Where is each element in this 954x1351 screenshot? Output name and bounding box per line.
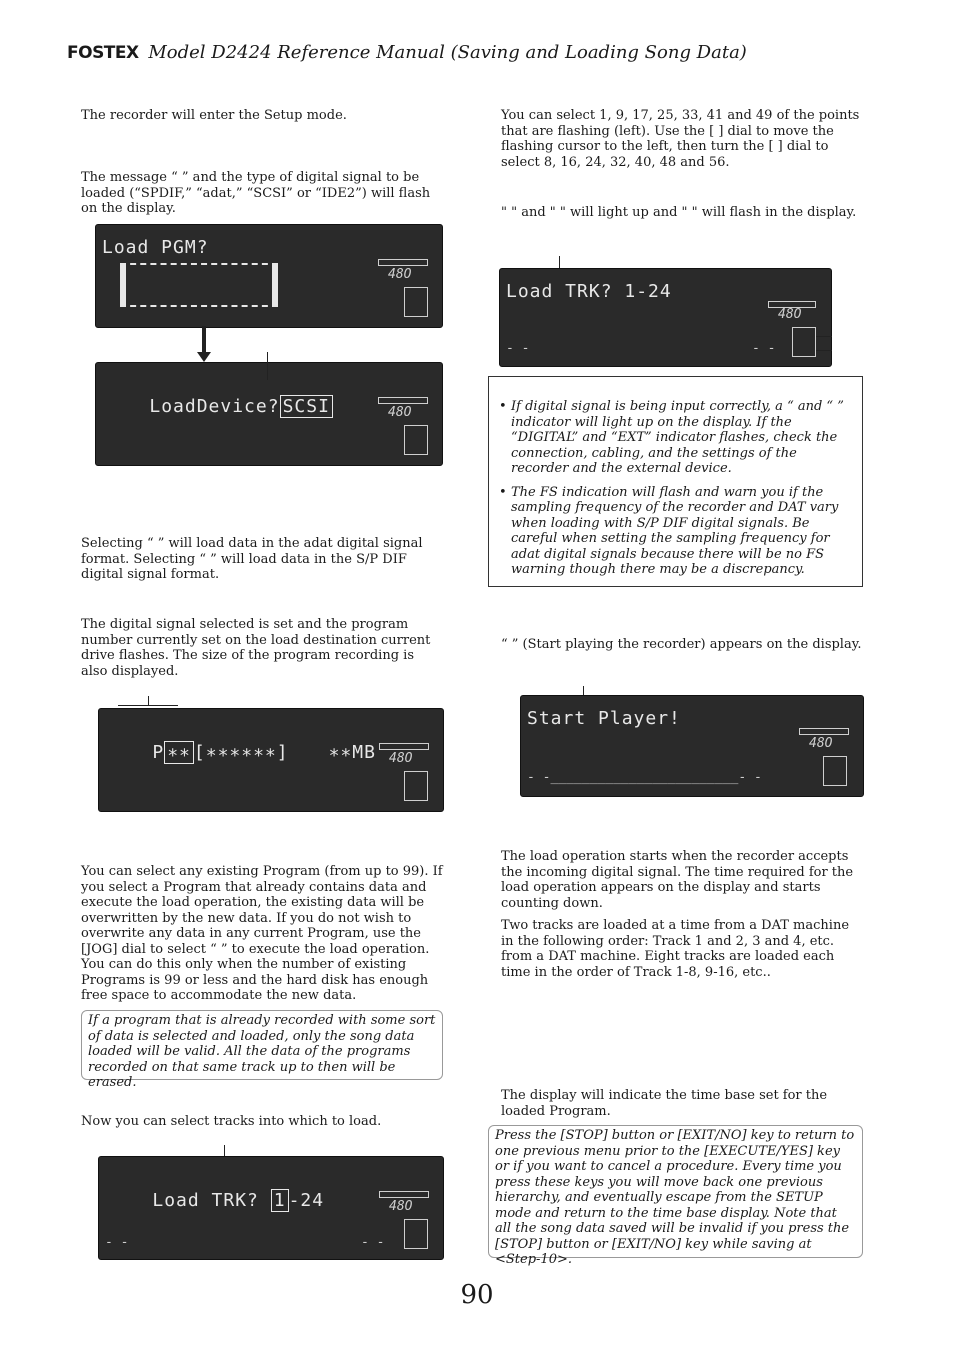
callout-bracket [118, 705, 178, 706]
program-number: ∗∗ [164, 741, 194, 764]
warning-item: • The FS indication will flash and warn you if the sampling frequency of the recorder and DAT vary when loading with S/P DIF digital signals. Be careful when setting the sampling frequency for adat digital signals because there will be no FS warning though there may be a discrepancy. [499, 485, 854, 578]
flashing-device-frame [120, 263, 278, 307]
callout-line [148, 696, 149, 705]
lcd-dash-right: - - [361, 1235, 385, 1250]
paragraph-select-tracks: Now you can select tracks into which to load. [81, 1114, 382, 1129]
lcd-text: Start Player! [527, 708, 681, 729]
lcd-load-trk [499, 268, 832, 367]
level-bar [378, 397, 428, 404]
fs-indicator: 48O [809, 736, 833, 751]
arrow-down-icon [197, 352, 211, 362]
paragraph-existing-program: You can select any existing Program (from up to 99). If you select a Program that already contains data and execute the load operation, the existing data will be overwritten by the new data. If you do not wish to overwrite any data in any current Program, use the [JOG] dial to select “ ” to execute the load operation. You can do this only when the number of existing Programs is 99 or less and the hard disk has enough free space to accommodate the new data. [81, 864, 443, 1003]
lcd-start-player [520, 695, 864, 797]
lcd-progress-line: - -________________________- - [527, 770, 762, 785]
paragraph-select-points: You can select 1, 9, 17, 25, 33, 41 and 49 of the points that are flashing (left). Use the [ ] dial to move the flashing cursor to the left, then turn the [ ] dial to select 8, 16, 24, 32, 40, 48 and 56. [501, 108, 860, 170]
indicator-box [823, 756, 847, 786]
indicator-box [404, 425, 428, 455]
program-name: [∗∗∗∗∗∗] [193, 742, 289, 763]
lcd-text: Load TRK? [152, 1190, 259, 1211]
level-bar [379, 1191, 429, 1198]
lcd-load-trk-select [98, 1156, 444, 1260]
warning-box [488, 376, 863, 587]
fs-indicator: 48O [388, 405, 412, 420]
fs-indicator: 48O [389, 1199, 413, 1214]
page-header [67, 42, 747, 63]
level-bar [378, 259, 428, 266]
note-overwrite: If a program that is already recorded with some sort of data is selected and loaded, only the song data loaded will be valid. All the data of the programs recorded on that same track up to then will be erased. [81, 1010, 443, 1080]
fostex-logo: FOSTEX [67, 43, 139, 63]
paragraph-time-base: The display will indicate the time base set for the loaded Program. [501, 1088, 828, 1119]
paragraph-message: The message “ ” and the type of digital signal to be loaded (“SPDIF,” “adat,” “SCSI” or “IDE2”) will flash on the display. [81, 170, 431, 216]
header-title: Model D2424 Reference Manual (Saving and Loading Song Data) [148, 42, 747, 63]
paragraph-selecting: Selecting “ ” will load data in the adat digital signal format. Selecting “ ” will load data in the S/P DIF digital signal format. [81, 536, 423, 582]
callout-line [816, 336, 832, 337]
note-stop-exit: Press the [STOP] button or [EXIT/NO] key to return to one previous menu prior to the [EXECUTE/YES] key or if you want to cancel a procedure. Every time you press these keys you will move back one previous hierarchy, and eventually escape from the SETUP mode and return to the time base display. Note that all the song data saved will be invalid if you press the [STOP] button or [EXIT/NO] key while saving at <Step-10>. [488, 1125, 863, 1258]
level-bar [379, 743, 429, 750]
paragraph-track-order: Two tracks are loaded at a time from a DAT machine in the following order: Track 1 and 2, 3 and 4, etc. from a DAT machine. Eight tracks are loaded each time in the order of Track 1-8, 9-16, etc.. [501, 918, 850, 980]
warning-item: • If digital signal is being input correctly, a “ and “ ” indicator will light up on the display. If the “DIGITAL” and “EXT” indicator flashes, check the connection, cabling, and the settings of the recorder and the external device. [499, 399, 854, 477]
callout-line [816, 350, 832, 351]
paragraph-program-flash: The digital signal selected is set and the program number currently set on the load destination current drive flashes. The size of the program recording is also displayed. [81, 617, 431, 679]
indicator-box [404, 1219, 428, 1249]
indicator-box [404, 771, 428, 801]
indicator-box [404, 287, 428, 317]
paragraph-load-operation: The load operation starts when the recorder accepts the incoming digital signal. The time required for the load operation appears on the display and starts counting down. [501, 849, 854, 911]
paragraph-setup-mode: The recorder will enter the Setup mode. [81, 108, 347, 123]
lcd-load-device [95, 362, 443, 466]
page-number: 90 [460, 1280, 494, 1310]
lcd-dash-left: - - [506, 341, 530, 356]
track-range: -24 [288, 1190, 325, 1211]
lcd-load-pgm [95, 224, 443, 328]
level-bar [799, 728, 849, 735]
lcd-text: Load TRK? 1-24 [506, 281, 672, 302]
paragraph-light-up: " " and " " will light up and " " will flash in the display. [501, 205, 857, 220]
fs-indicator: 48O [388, 267, 412, 282]
paragraph-start-player: “ ” (Start playing the recorder) appears on the display. [501, 637, 862, 652]
indicator-box [792, 327, 816, 357]
callout-line [267, 352, 268, 380]
fs-indicator: 48O [778, 307, 802, 322]
lcd-text: LoadDevice? [149, 396, 280, 417]
track-start: 1 [271, 1189, 289, 1212]
lcd-program-select [98, 708, 444, 812]
lcd-text: Load PGM? [102, 237, 209, 258]
fs-indicator: 48O [389, 751, 413, 766]
lcd-prog-prefix: P [152, 742, 165, 763]
device-value: SCSI [280, 395, 333, 418]
lcd-dash-left: - - [105, 1235, 129, 1250]
lcd-dash-right: - - [752, 341, 776, 356]
program-size: ∗∗MB [328, 742, 376, 763]
